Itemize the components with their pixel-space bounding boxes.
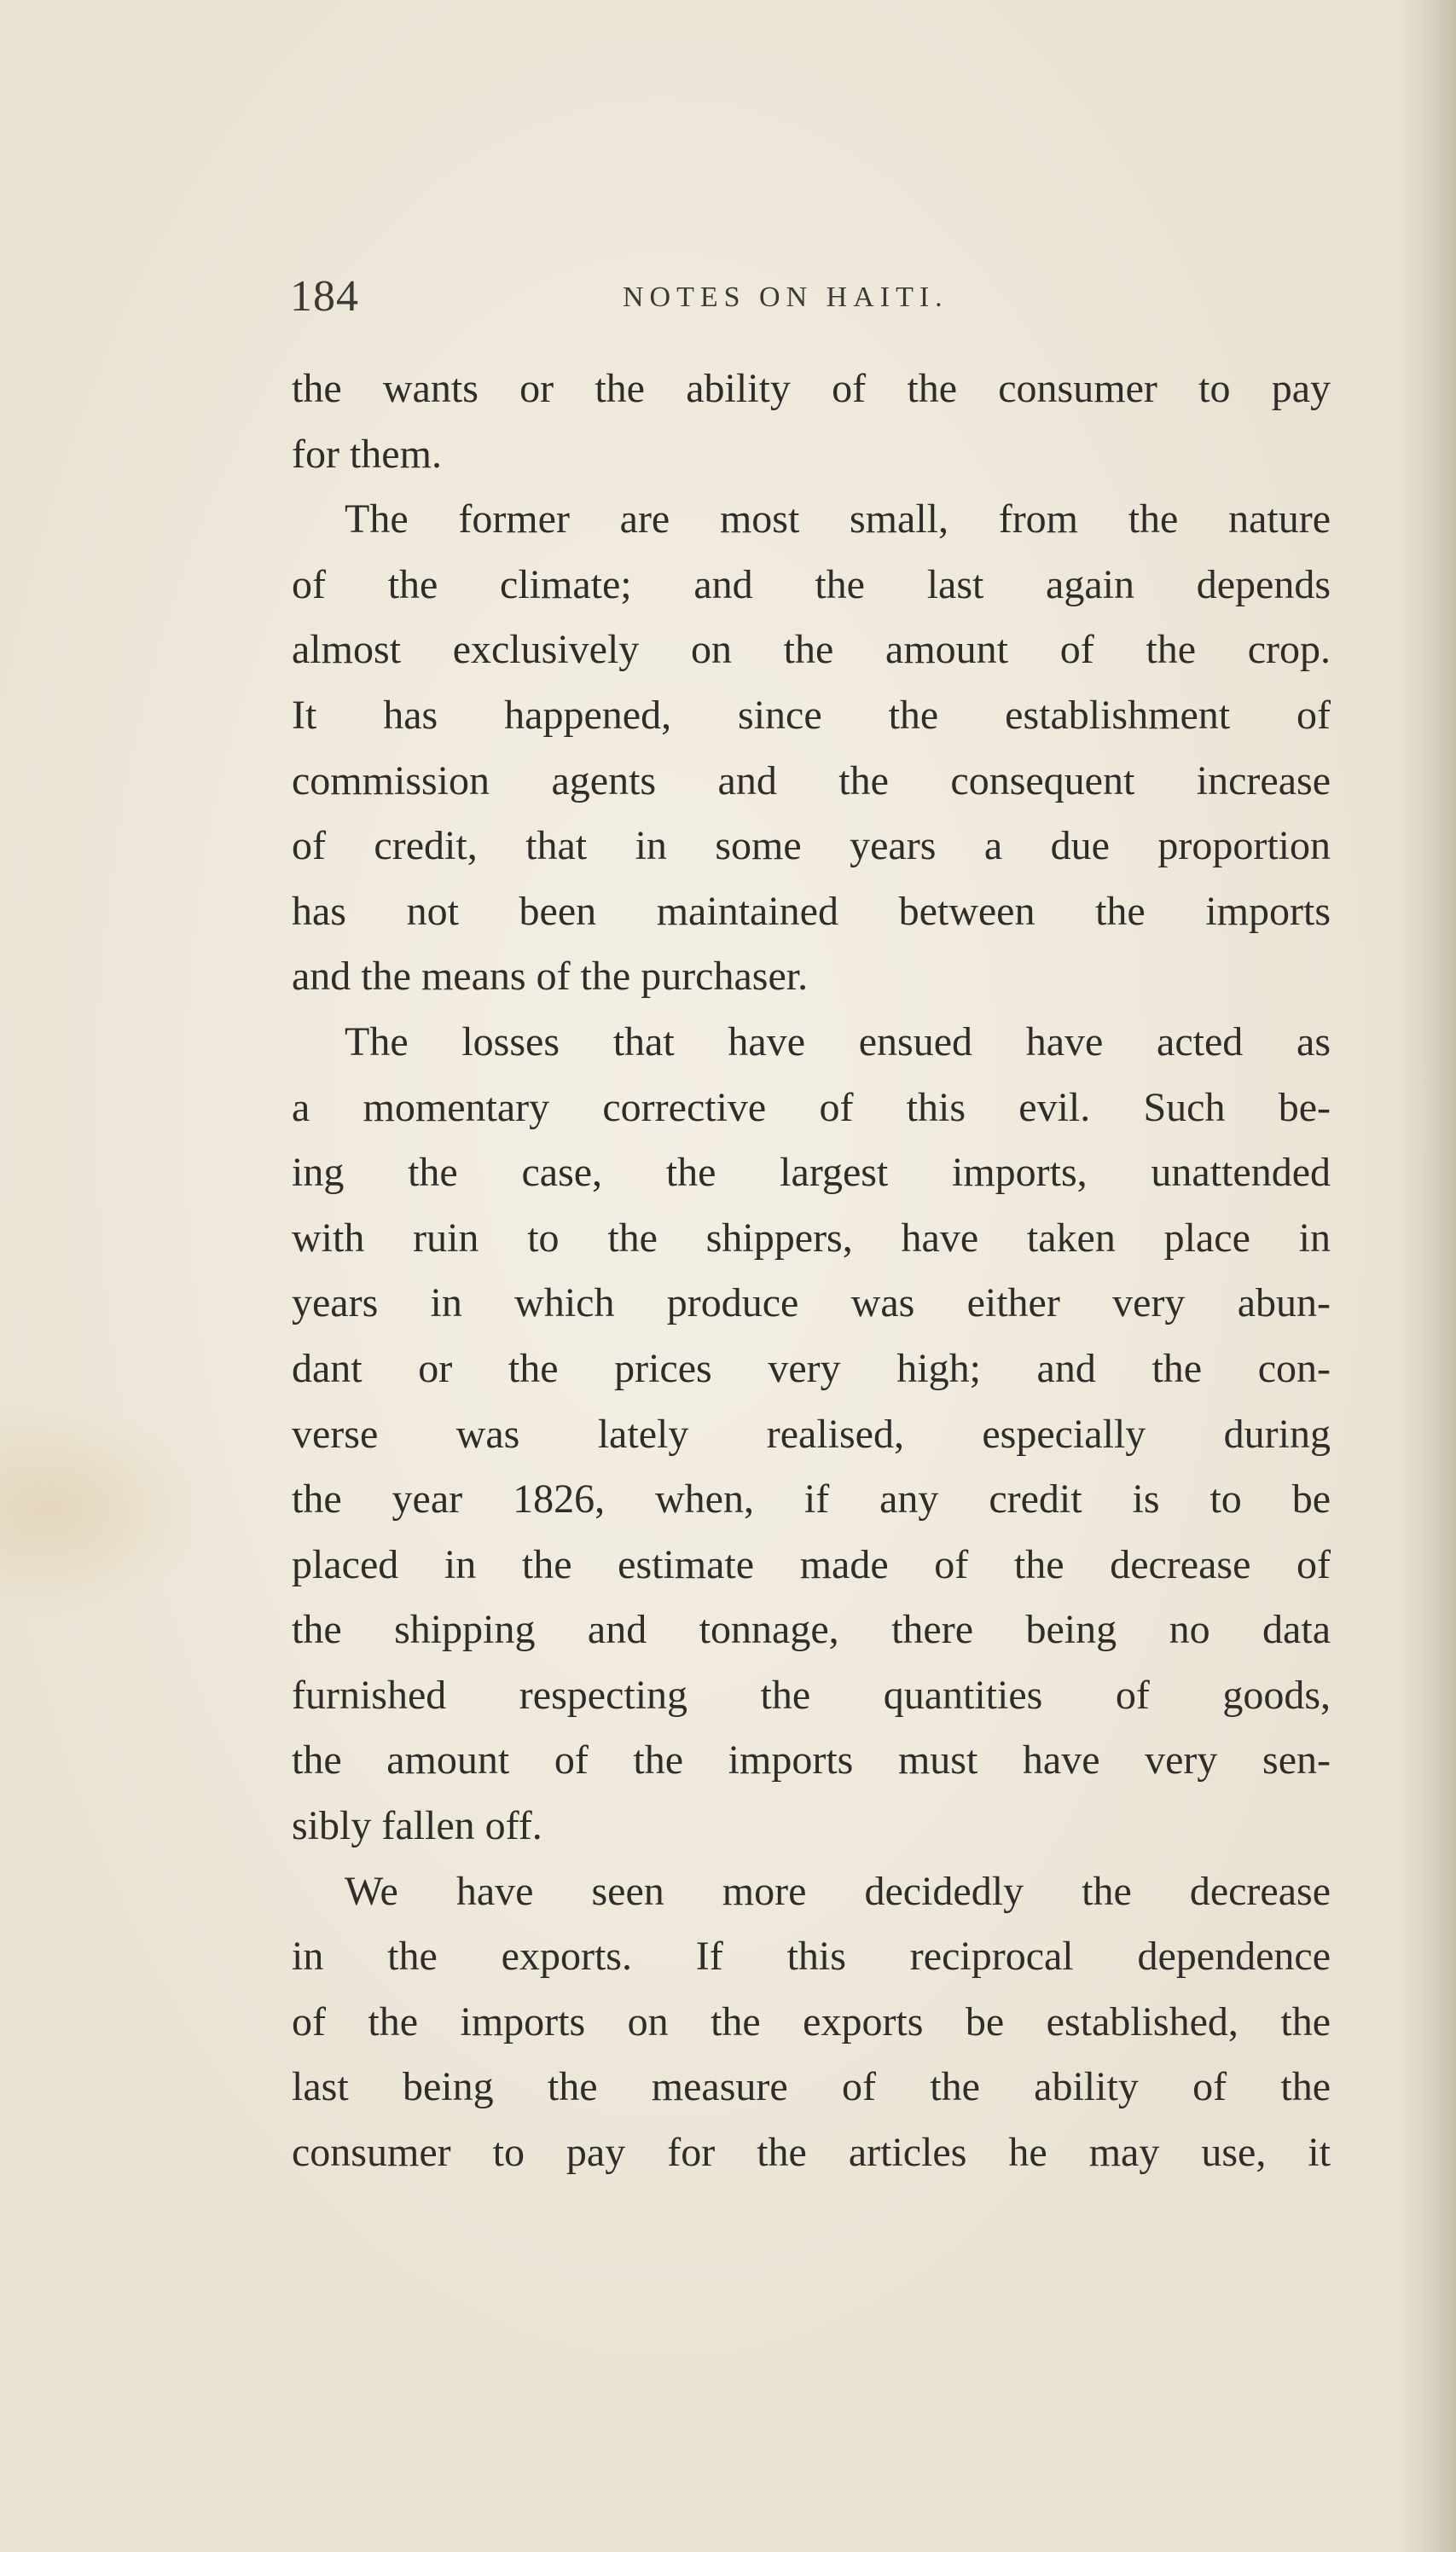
text-line: It has happened, since the establishment of [292,692,1331,738]
page-header [290,271,1339,322]
text-line: dant or the prices very high; and the con- [292,1345,1331,1391]
text-line: last being the measure of the ability of the [292,2064,1331,2110]
text-line: the year 1826, when, if any credit is to be [292,1476,1331,1522]
text-line: of the imports on the exports be established, the [292,1998,1331,2044]
text-line: a momentary corrective of this evil. Such be- [292,1084,1331,1130]
paragraph-start-line: The former are most small, from the nature [345,496,1331,542]
text-line: with ruin to the shippers, have taken place in [292,1215,1331,1261]
body-text [292,357,1331,2186]
page-number: 184 [290,272,359,321]
paragraph-start-line: We have seen more decidedly the decrease [345,1868,1331,1914]
running-title: NOTES ON HAITI. [623,281,948,313]
text-line: in the exports. If this reciprocal dependence [292,1934,1331,1980]
text-line: and the means of the purchaser. [292,954,809,1000]
text-line: sibly fallen off. [292,1803,542,1849]
text-line: commission agents and the consequent increase [292,757,1331,803]
text-line: the shipping and tonnage, there being no data [292,1607,1331,1653]
text-line: for them. [292,431,442,477]
page-gutter-shadow [1396,0,1456,2552]
text-line: ing the case, the largest imports, unattended [292,1150,1331,1196]
text-line: consumer to pay for the articles he may use, it [292,2130,1331,2176]
text-line: of credit, that in some years a due proportion [292,823,1331,869]
text-line: of the climate; and the last again depends [292,561,1331,607]
text-line: almost exclusively on the amount of the crop. [292,627,1331,673]
text-line: years in which produce was either very abun- [292,1280,1331,1326]
text-line: the amount of the imports must have very sen- [292,1737,1331,1784]
text-line: the wants or the ability of the consumer to pay [292,366,1331,411]
text-line: has not been maintained between the imports [292,888,1331,934]
paragraph-start-line: The losses that have ensued have acted as [345,1018,1331,1064]
text-line: furnished respecting the quantities of goods, [292,1672,1331,1718]
text-line: placed in the estimate made of the decrease of [292,1541,1331,1587]
text-line: verse was lately realised, especially during [292,1411,1331,1457]
